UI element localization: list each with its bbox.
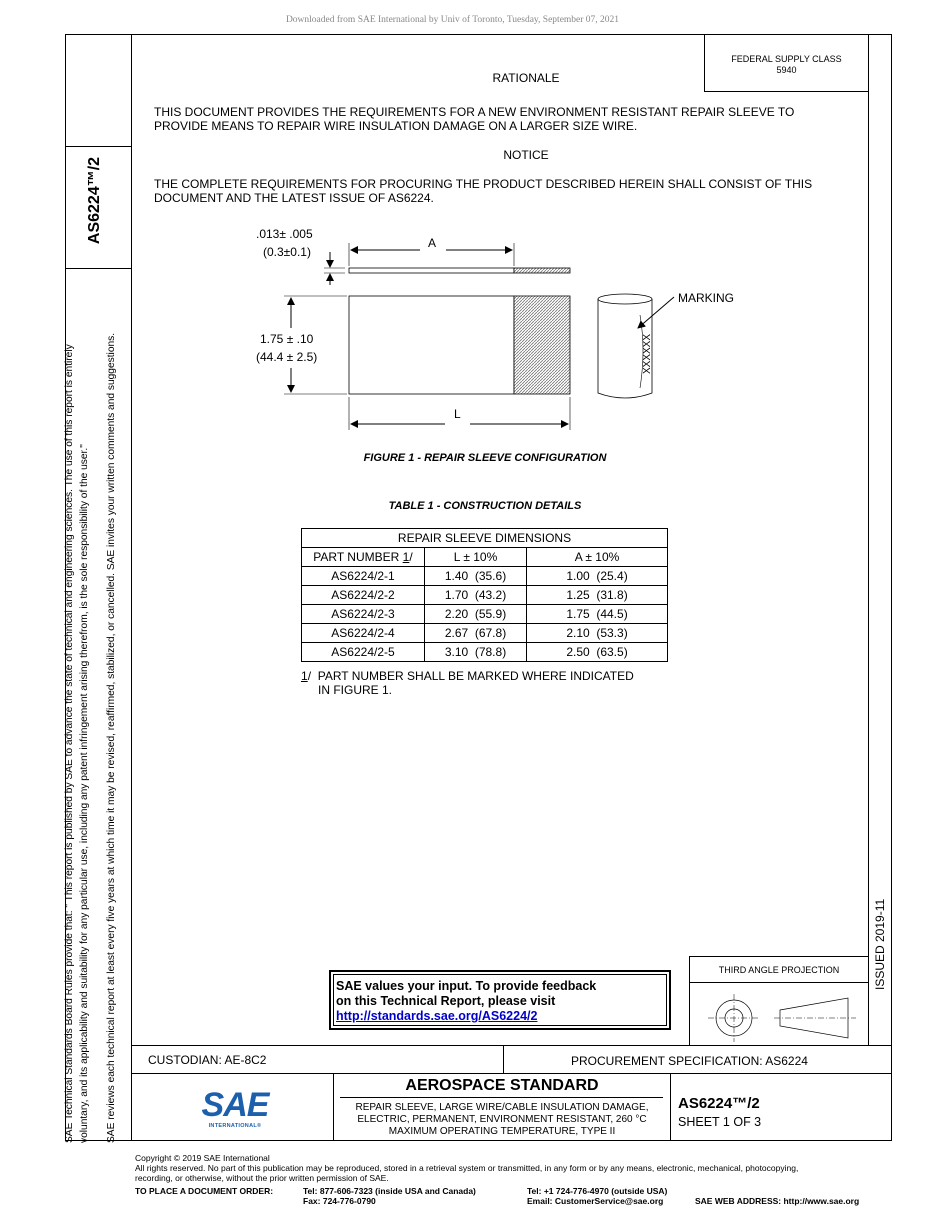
dim-l-label: L xyxy=(454,407,461,421)
sleeve-top-view xyxy=(349,296,514,394)
cell-a: 2.10 (53.3) xyxy=(527,624,668,643)
cell-a: 1.00 (25.4) xyxy=(527,567,668,586)
rationale-line: PROVIDE MEANS TO REPAIR WIRE INSULATION DAMAGE ON A LARGER SIZE WIRE. xyxy=(154,119,638,133)
sidebar-doc-number: AS6224™/2 xyxy=(86,156,103,245)
cell-l: 2.67 (67.8) xyxy=(425,624,527,643)
table-footnote: 1/ PART NUMBER SHALL BE MARKED WHERE INDICATED IN FIGURE 1. xyxy=(301,669,634,697)
sae-logo-sub: INTERNATIONAL xyxy=(208,1123,258,1129)
figure-caption: FIGURE 1 - REPAIR SLEEVE CONFIGURATION xyxy=(363,452,607,464)
sae-logo xyxy=(195,1088,275,1130)
download-note: Downloaded from SAE International by Univ of Toronto, Tuesday, September 07, 2021 xyxy=(285,15,620,25)
table-row xyxy=(302,567,668,586)
rights-line: All rights reserved. No part of this publication may be reproduced, stored in a retrieval system or transmitted, in any form or by any means, electronic, mechanical, photocopying, xyxy=(135,1163,799,1173)
rationale-line: THIS DOCUMENT PROVIDES THE REQUIREMENTS FOR A NEW ENVIRONMENT RESISTANT REPAIR SLEEVE TO xyxy=(154,105,795,119)
tel-intl: Tel: +1 724-776-4970 (outside USA) xyxy=(527,1186,668,1196)
cell-a: 1.25 (31.8) xyxy=(527,586,668,605)
sae-logo-reg: ® xyxy=(257,1123,262,1129)
col-header-a: A ± 10% xyxy=(527,548,668,567)
rights-line: recording, or otherwise, without the prior written permission of SAE. xyxy=(135,1173,389,1183)
sleeve-adhesive-zone xyxy=(514,296,570,394)
width-label-metric: (44.4 ± 2.5) xyxy=(256,350,318,364)
title-desc-line: MAXIMUM OPERATING TEMPERATURE, TYPE II xyxy=(388,1126,616,1137)
table-row xyxy=(302,624,668,643)
thickness-label-metric: (0.3±0.1) xyxy=(263,245,311,259)
order-contact-intl xyxy=(527,1186,667,1206)
third-angle-projection-symbol xyxy=(690,984,868,1044)
sidebar-review-line: SAE reviews each technical report at least every five years at which time it may be revised, reaffirmed, stabilized, or cancelled. SAE invites your written comments and suggestions. xyxy=(106,332,117,1143)
footnote-line: IN FIGURE 1. xyxy=(318,683,393,697)
width-label: 1.75 ± .10 xyxy=(260,332,314,346)
cell-l: 3.10 (78.8) xyxy=(425,643,527,662)
cell-part: AS6224/2-4 xyxy=(302,624,425,643)
table-row xyxy=(302,586,668,605)
table-group-header: REPAIR SLEEVE DIMENSIONS xyxy=(302,529,668,548)
issued-date: ISSUED 2019-11 xyxy=(873,898,887,990)
cell-part: AS6224/2-1 xyxy=(302,567,425,586)
col-header-l: L ± 10% xyxy=(425,548,527,567)
fsc-value: 5940 xyxy=(776,65,797,75)
title-desc-line: REPAIR SLEEVE, LARGE WIRE/CABLE INSULATION DAMAGE, xyxy=(355,1102,649,1113)
thickness-label: .013± .005 xyxy=(256,227,313,241)
title-desc-line: ELECTRIC, PERMANENT, ENVIRONMENT RESISTANT, 260 °C xyxy=(357,1114,647,1125)
construction-details-table xyxy=(301,528,668,662)
feedback-line: on this Technical Report, please visit xyxy=(336,994,556,1008)
table-row xyxy=(302,605,668,624)
standard-type: AEROSPACE STANDARD xyxy=(405,1077,599,1094)
table-title: TABLE 1 - CONSTRUCTION DETAILS xyxy=(388,500,582,512)
rationale-title: RATIONALE xyxy=(492,71,560,85)
feedback-line: SAE values your input. To provide feedback xyxy=(336,979,597,993)
fsc-label: FEDERAL SUPPLY CLASS xyxy=(731,54,842,64)
notice-title: NOTICE xyxy=(503,148,549,162)
sleeve-side-adhesive xyxy=(514,268,570,273)
title-doc-number: AS6224™/2 xyxy=(678,1095,760,1112)
table-row xyxy=(302,643,668,662)
tel-us: Tel: 877-606-7323 (inside USA and Canada) xyxy=(303,1186,476,1196)
notice-line: THE COMPLETE REQUIREMENTS FOR PROCURING THE PRODUCT DESCRIBED HEREIN SHALL CONSIST OF THIS xyxy=(154,177,813,191)
repair-sleeve-figure xyxy=(0,0,950,480)
col-header-part: PART NUMBER 1/ xyxy=(302,548,425,567)
sidebar-rules-line2: voluntary, and its applicability and suitability for any particular use, including any patent infringement arising therefrom, is the sole responsibility of the user." xyxy=(79,444,90,1143)
marking-sample: XXXXXX xyxy=(642,333,653,374)
sheet-number: SHEET 1 OF 3 xyxy=(678,1115,762,1129)
cell-part: AS6224/2-3 xyxy=(302,605,425,624)
custodian: CUSTODIAN: AE-8C2 xyxy=(148,1053,267,1067)
copyright: Copyright © 2019 SAE International xyxy=(135,1153,270,1163)
third-angle-label: THIRD ANGLE PROJECTION xyxy=(718,965,840,975)
procurement-spec: PROCUREMENT SPECIFICATION: AS6224 xyxy=(571,1054,808,1068)
sleeve-side-view xyxy=(349,268,514,273)
cell-l: 2.20 (55.9) xyxy=(425,605,527,624)
web-address[interactable]: SAE WEB ADDRESS: http://www.sae.org xyxy=(695,1196,860,1206)
marking-label: MARKING xyxy=(678,291,735,305)
order-contact-us xyxy=(303,1186,476,1206)
footnote-number: 1 xyxy=(301,669,308,683)
fax: Fax: 724-776-0790 xyxy=(303,1196,376,1206)
sidebar-rules-line1: SAE Technical Standards Board Rules provide that: " This report is published by SAE to advance the state of technical and engineering sciences. The use of this report is entirely xyxy=(64,344,75,1143)
cell-a: 2.50 (63.5) xyxy=(527,643,668,662)
order-label: TO PLACE A DOCUMENT ORDER: xyxy=(135,1186,274,1196)
sae-logo-mark: SAE xyxy=(201,1086,269,1124)
cell-l: 1.40 (35.6) xyxy=(425,567,527,586)
footnote-line: PART NUMBER SHALL BE MARKED WHERE INDICATED xyxy=(317,669,634,683)
cell-l: 1.70 (43.2) xyxy=(425,586,527,605)
cell-a: 1.75 (44.5) xyxy=(527,605,668,624)
title-description xyxy=(334,1102,670,1138)
cell-part: AS6224/2-5 xyxy=(302,643,425,662)
email-link[interactable]: Email: CustomerService@sae.org xyxy=(527,1196,664,1206)
notice-line: DOCUMENT AND THE LATEST ISSUE OF AS6224. xyxy=(154,191,434,205)
feedback-link[interactable]: http://standards.sae.org/AS6224/2 xyxy=(336,1009,538,1023)
cell-part: AS6224/2-2 xyxy=(302,586,425,605)
dim-a-label: A xyxy=(428,236,437,250)
footer xyxy=(135,1153,925,1183)
feedback-box xyxy=(329,970,671,1030)
